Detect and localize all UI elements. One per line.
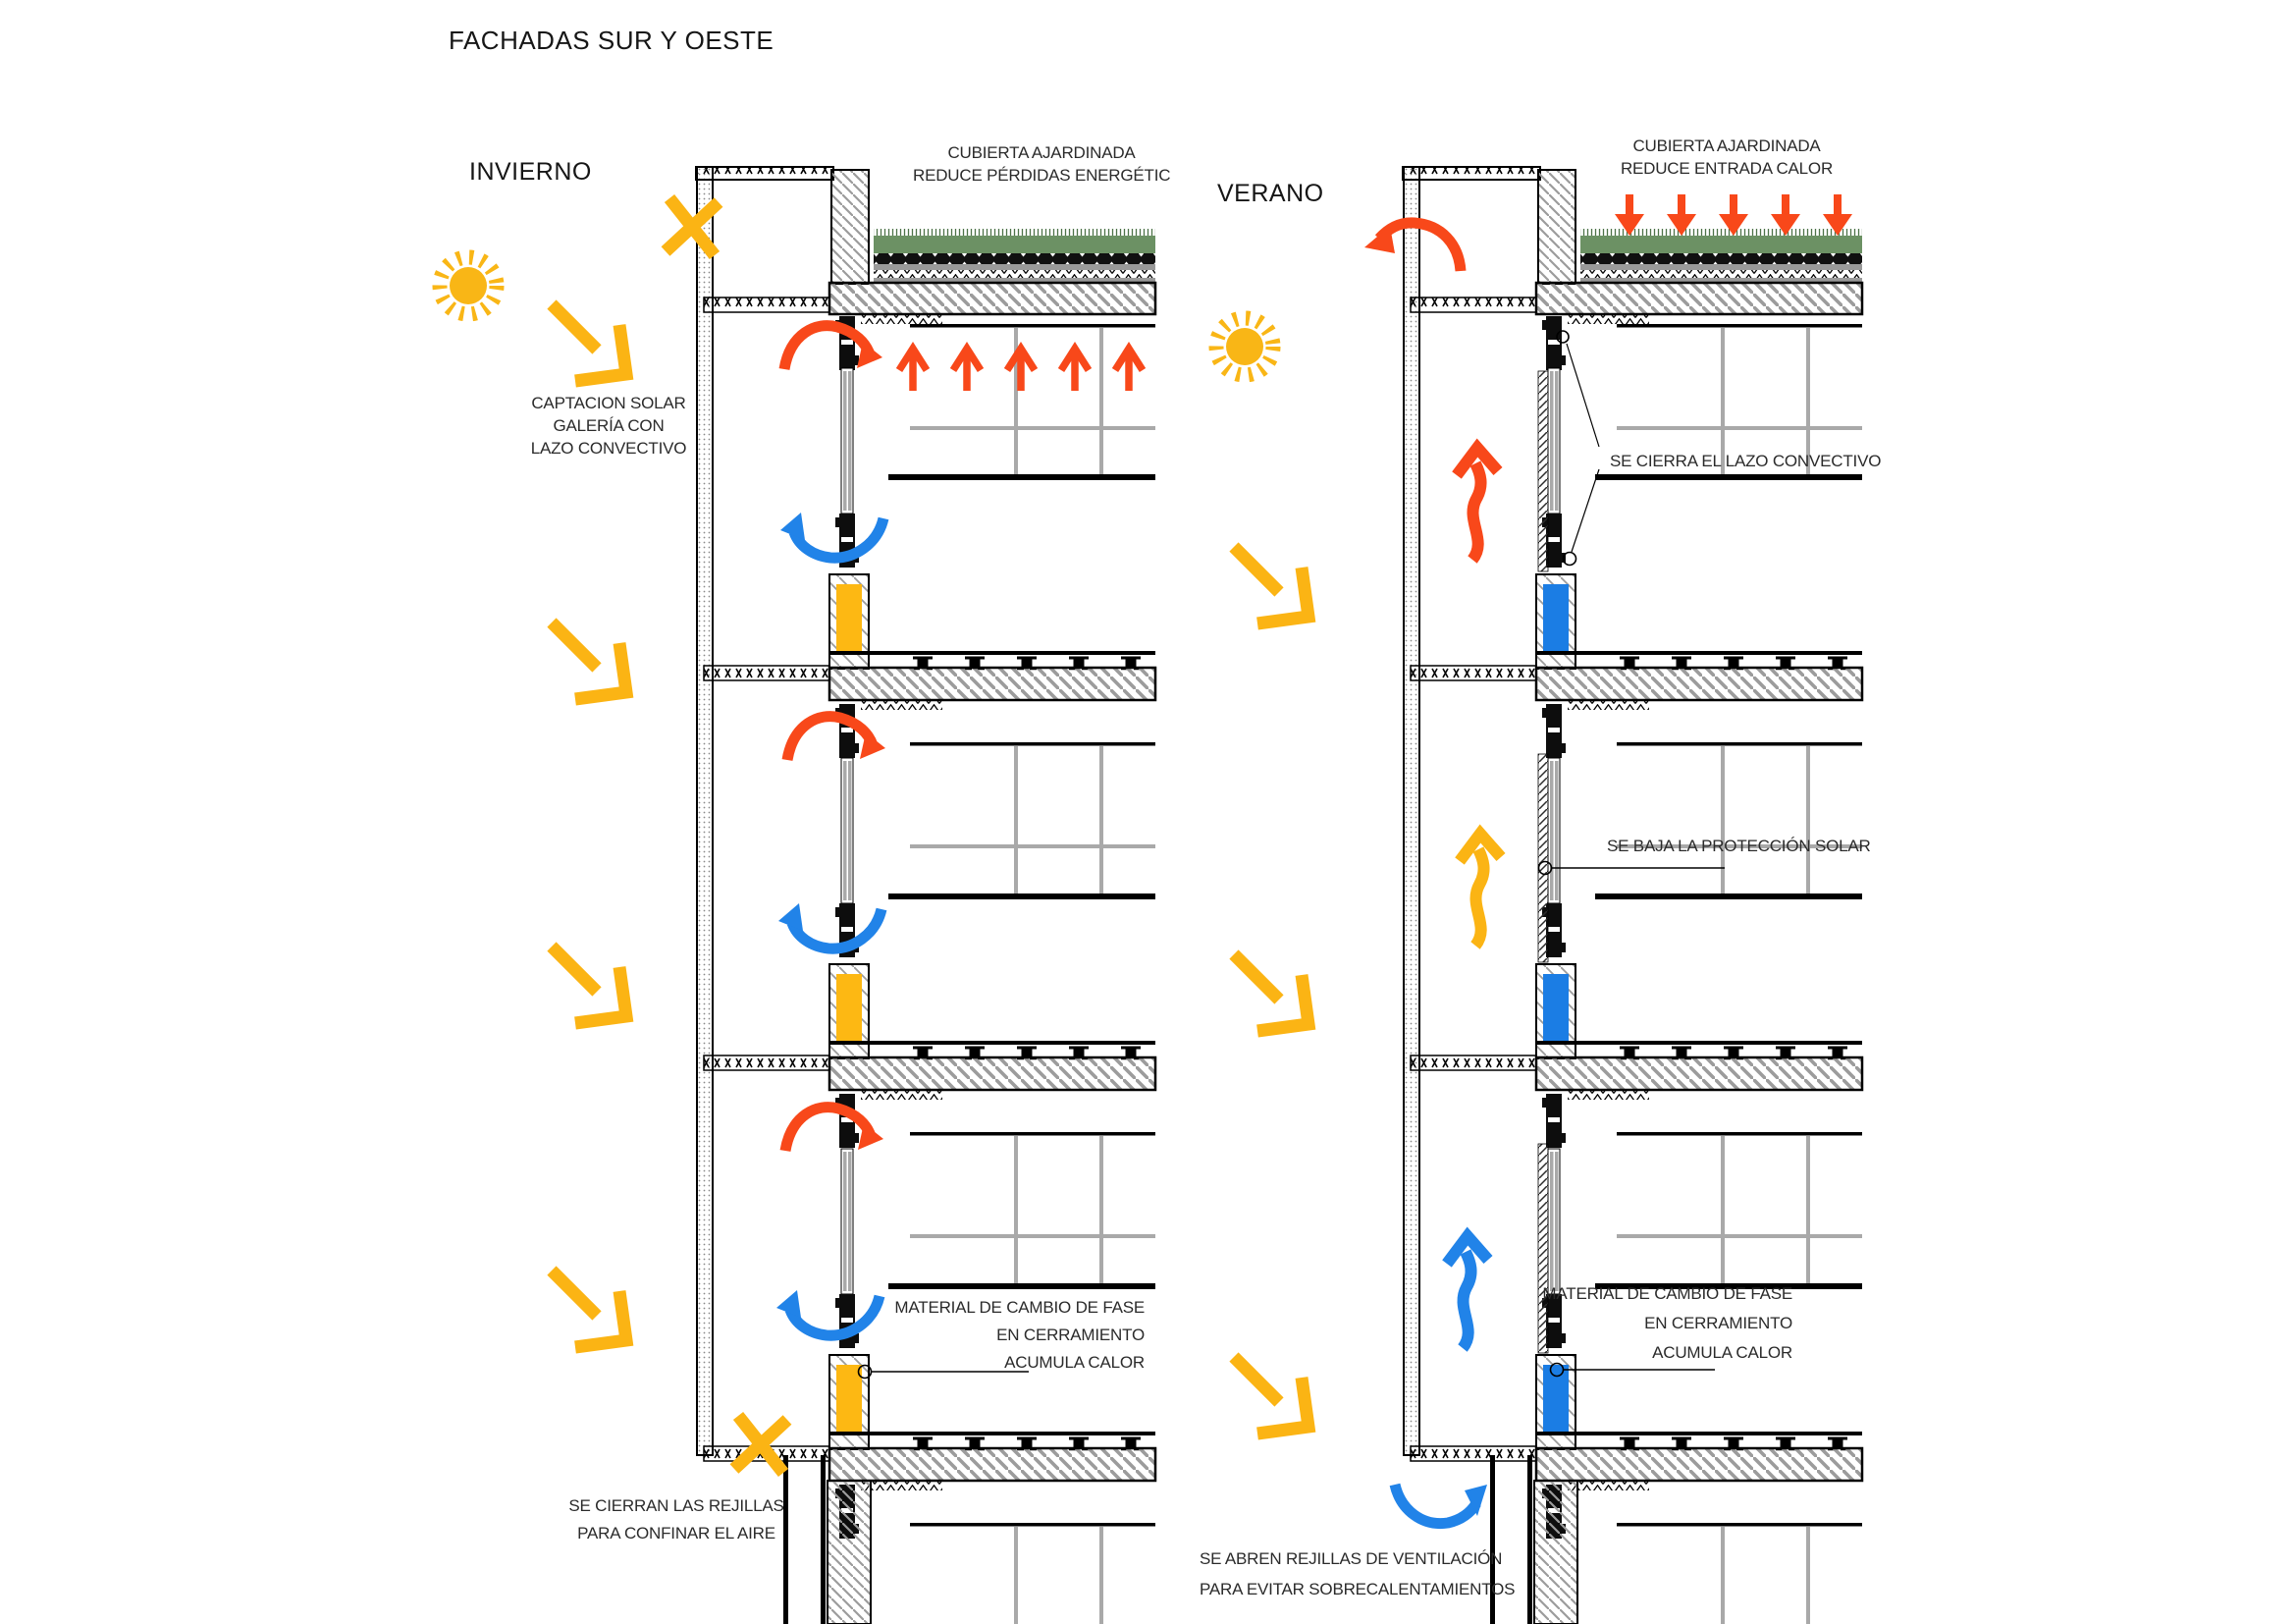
air-rising-arrow-icon: [1460, 834, 1501, 946]
solar-ray-arrow-icon: [1234, 547, 1308, 623]
cool-air-arrow-icon: [776, 1290, 880, 1335]
summer-bottom-line2: PARA EVITAR SOBRECALENTAMIENTOS: [1200, 1580, 1516, 1598]
captacion-line2: GALERÍA CON: [553, 416, 665, 435]
winter-roof-label-line1: CUBIERTA AJARDINADA: [947, 143, 1136, 162]
summer-pcm-line1: MATERIAL DE CAMBIO DE FASE: [1542, 1284, 1792, 1303]
winter-facade-section: [440, 167, 1155, 1624]
summer-bottom-line1: SE ABREN REJILLAS DE VENTILACIÓN: [1200, 1549, 1503, 1568]
sun-icon: [1216, 318, 1273, 375]
warm-air-arrow-icon: [785, 1108, 883, 1151]
summer-roof-label: [1608, 135, 1845, 180]
summer-proteccion-label: SE BAJA LA PROTECCIÓN SOLAR: [1607, 837, 1871, 855]
winter-bottom-line1: SE CIERRAN LAS REJILLAS: [568, 1496, 784, 1515]
lazo-leader-lines: [1557, 331, 1599, 566]
winter-bottom-line2: PARA CONFINAR EL AIRE: [577, 1524, 775, 1543]
summer-pcm-line2: EN CERRAMIENTO: [1644, 1314, 1792, 1332]
sun-icon: [440, 257, 497, 314]
cool-air-arrow-icon: [780, 513, 883, 558]
summer-facade-section: [1216, 167, 1862, 1624]
winter-captacion-label: [491, 392, 726, 460]
heat-retained-arrows: [899, 349, 1143, 391]
cool-air-rising-arrow-icon: [1447, 1236, 1488, 1348]
solar-ray-arrow-icon: [552, 947, 626, 1023]
winter-bottom-label: [550, 1492, 803, 1547]
summer-pcm-label: [1531, 1279, 1792, 1368]
closed-vent-x-icon-bottom: [734, 1416, 787, 1473]
warm-air-rising-arrow-icon: [1457, 448, 1498, 560]
winter-pcm-line1: MATERIAL DE CAMBIO DE FASE: [894, 1298, 1145, 1317]
warm-air-arrow-icon: [787, 717, 885, 760]
solar-ray-arrow-icon: [552, 1271, 626, 1347]
warm-air-arrow-icon: [784, 326, 882, 369]
winter-pcm-label: [883, 1294, 1145, 1377]
winter-section-heading: INVIERNO: [469, 158, 592, 186]
winter-roof-label: [913, 141, 1170, 187]
summer-roof-label-line1: CUBIERTA AJARDINADA: [1632, 136, 1821, 155]
summer-lazo-label: SE CIERRA EL LAZO CONVECTIVO: [1610, 452, 1882, 470]
solar-ray-arrow-icon: [1234, 954, 1308, 1031]
winter-pcm-line3: ACUMULA CALOR: [1004, 1353, 1145, 1372]
captacion-line1: CAPTACION SOLAR: [531, 394, 686, 412]
winter-structure: [696, 167, 1155, 1624]
winter-pcm-line2: EN CERRAMIENTO: [996, 1326, 1145, 1344]
solar-ray-arrow-icon: [1234, 1357, 1308, 1434]
solar-ray-arrow-icon: [552, 623, 626, 699]
summer-roof-label-line2: REDUCE ENTRADA CALOR: [1620, 159, 1834, 178]
summer-section-heading: VERANO: [1217, 180, 1324, 207]
summer-bottom-label: [1200, 1543, 1516, 1604]
proteccion-leader-line: [1539, 862, 1726, 875]
cool-air-arrow-icon: [1395, 1485, 1487, 1524]
winter-roof-label-line2: REDUCE PÉRDIDAS ENERGÉTIC: [913, 166, 1171, 185]
cool-air-arrow-icon: [778, 903, 881, 948]
page-title: FACHADAS SUR Y OESTE: [449, 26, 774, 55]
captacion-line3: LAZO CONVECTIVO: [530, 439, 687, 458]
solar-ray-arrow-icon: [552, 304, 626, 381]
summer-pcm-line3: ACUMULA CALOR: [1652, 1343, 1792, 1362]
